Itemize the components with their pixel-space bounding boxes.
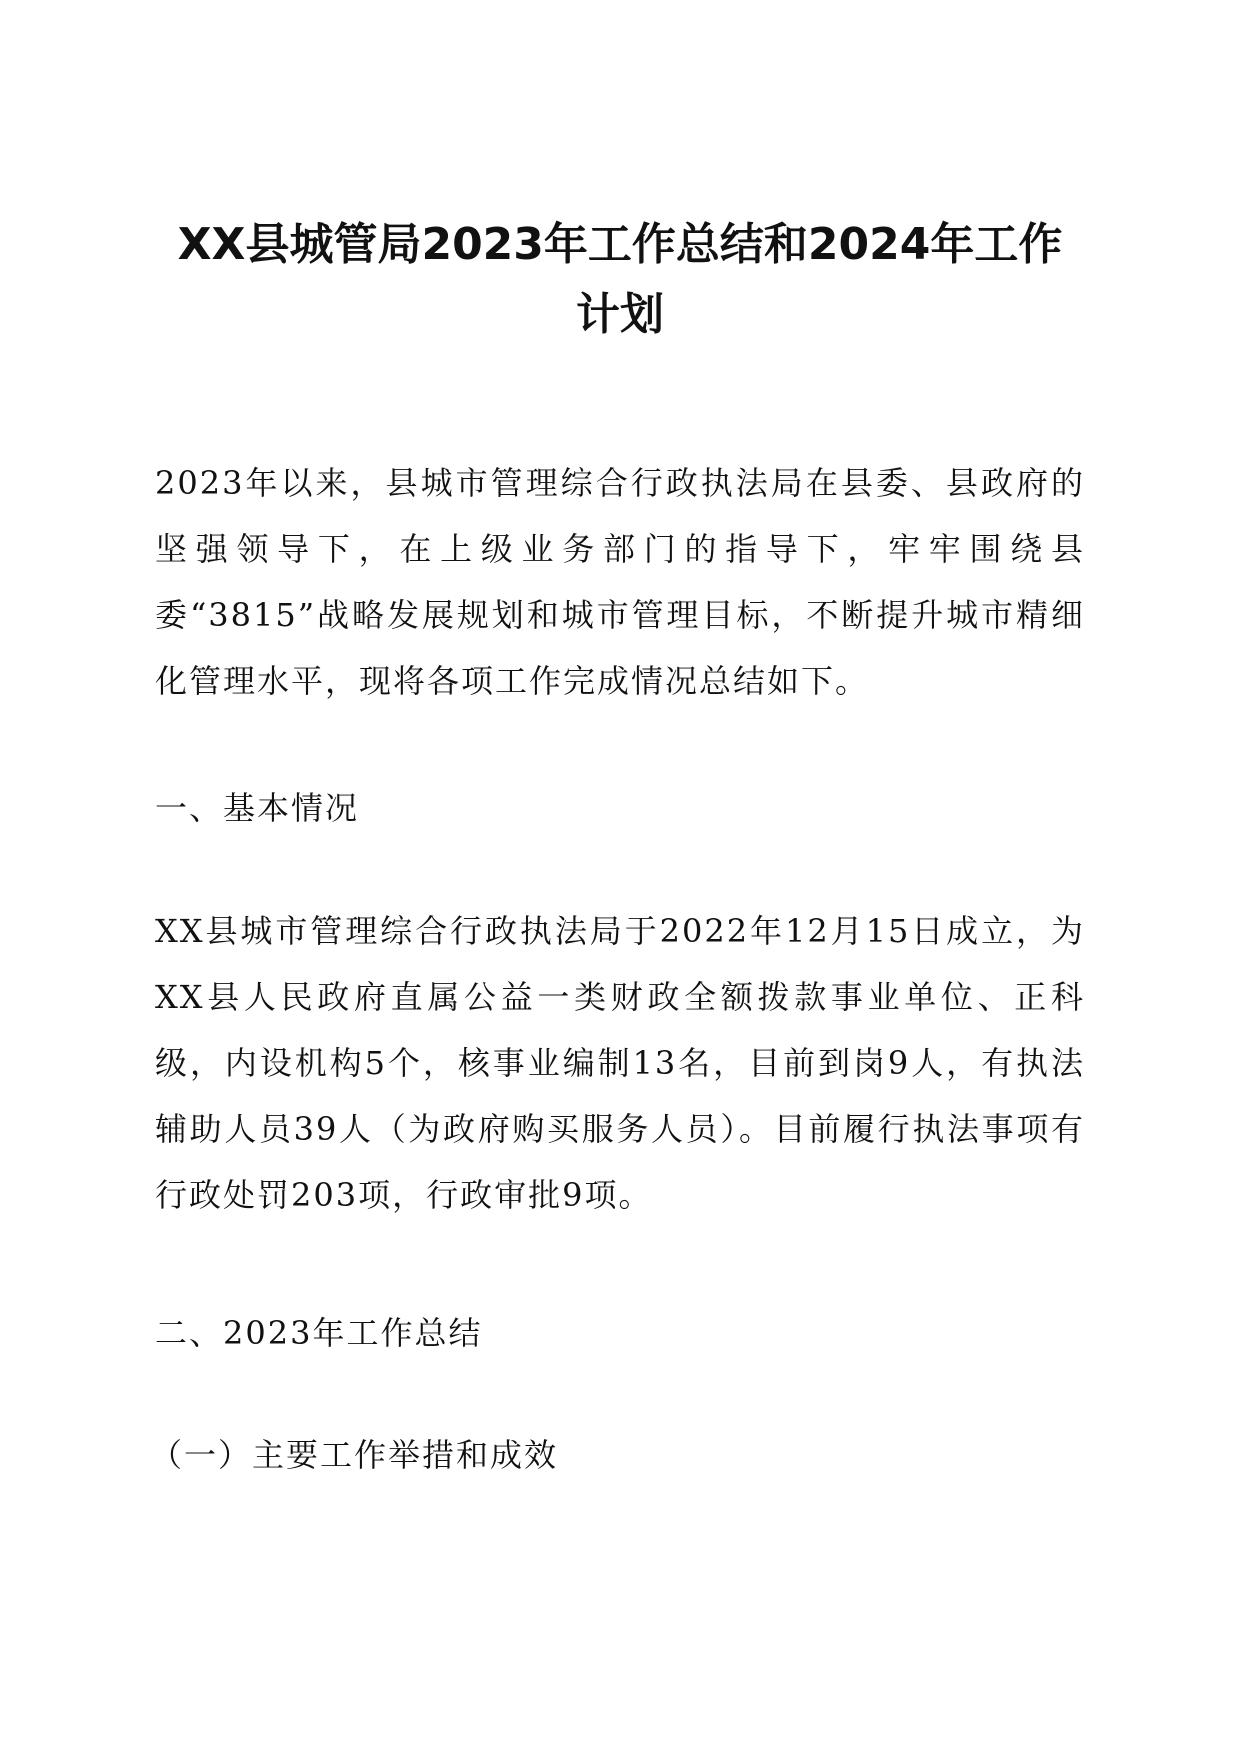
section-1-heading: 一、基本情况 (155, 789, 360, 827)
intro-paragraph: 2023年以来，县城市管理综合行政执法局在县委、县政府的坚强领导下，在上级业务部门的指导下，牢牢围绕县委“3815”战略发展规划和城市管理目标，不断提升城市精细化管理水平，现将各项工作完成情况总结如下。 (155, 464, 1085, 700)
document-title (140, 210, 1100, 350)
subsection-1-heading: （一）主要工作举措和成效 (150, 1436, 559, 1474)
title-line-1: XX县城管局2023年工作总结和2024年工作 (177, 219, 1063, 270)
section-2-heading: 二、2023年工作总结 (155, 1314, 483, 1352)
section-1-body: XX县城市管理综合行政执法局于2022年12月15日成立，为XX县人民政府直属公益一类财政全额拨款事业单位、正科级，内设机构5个，核事业编制13名，目前到岗9人，有执法辅助人员39人（为政府购买服务人员）。目前履行执法事项有行政处罚203项，行政审批9项。 (155, 912, 1085, 1214)
title-line-2: 计划 (576, 289, 664, 340)
